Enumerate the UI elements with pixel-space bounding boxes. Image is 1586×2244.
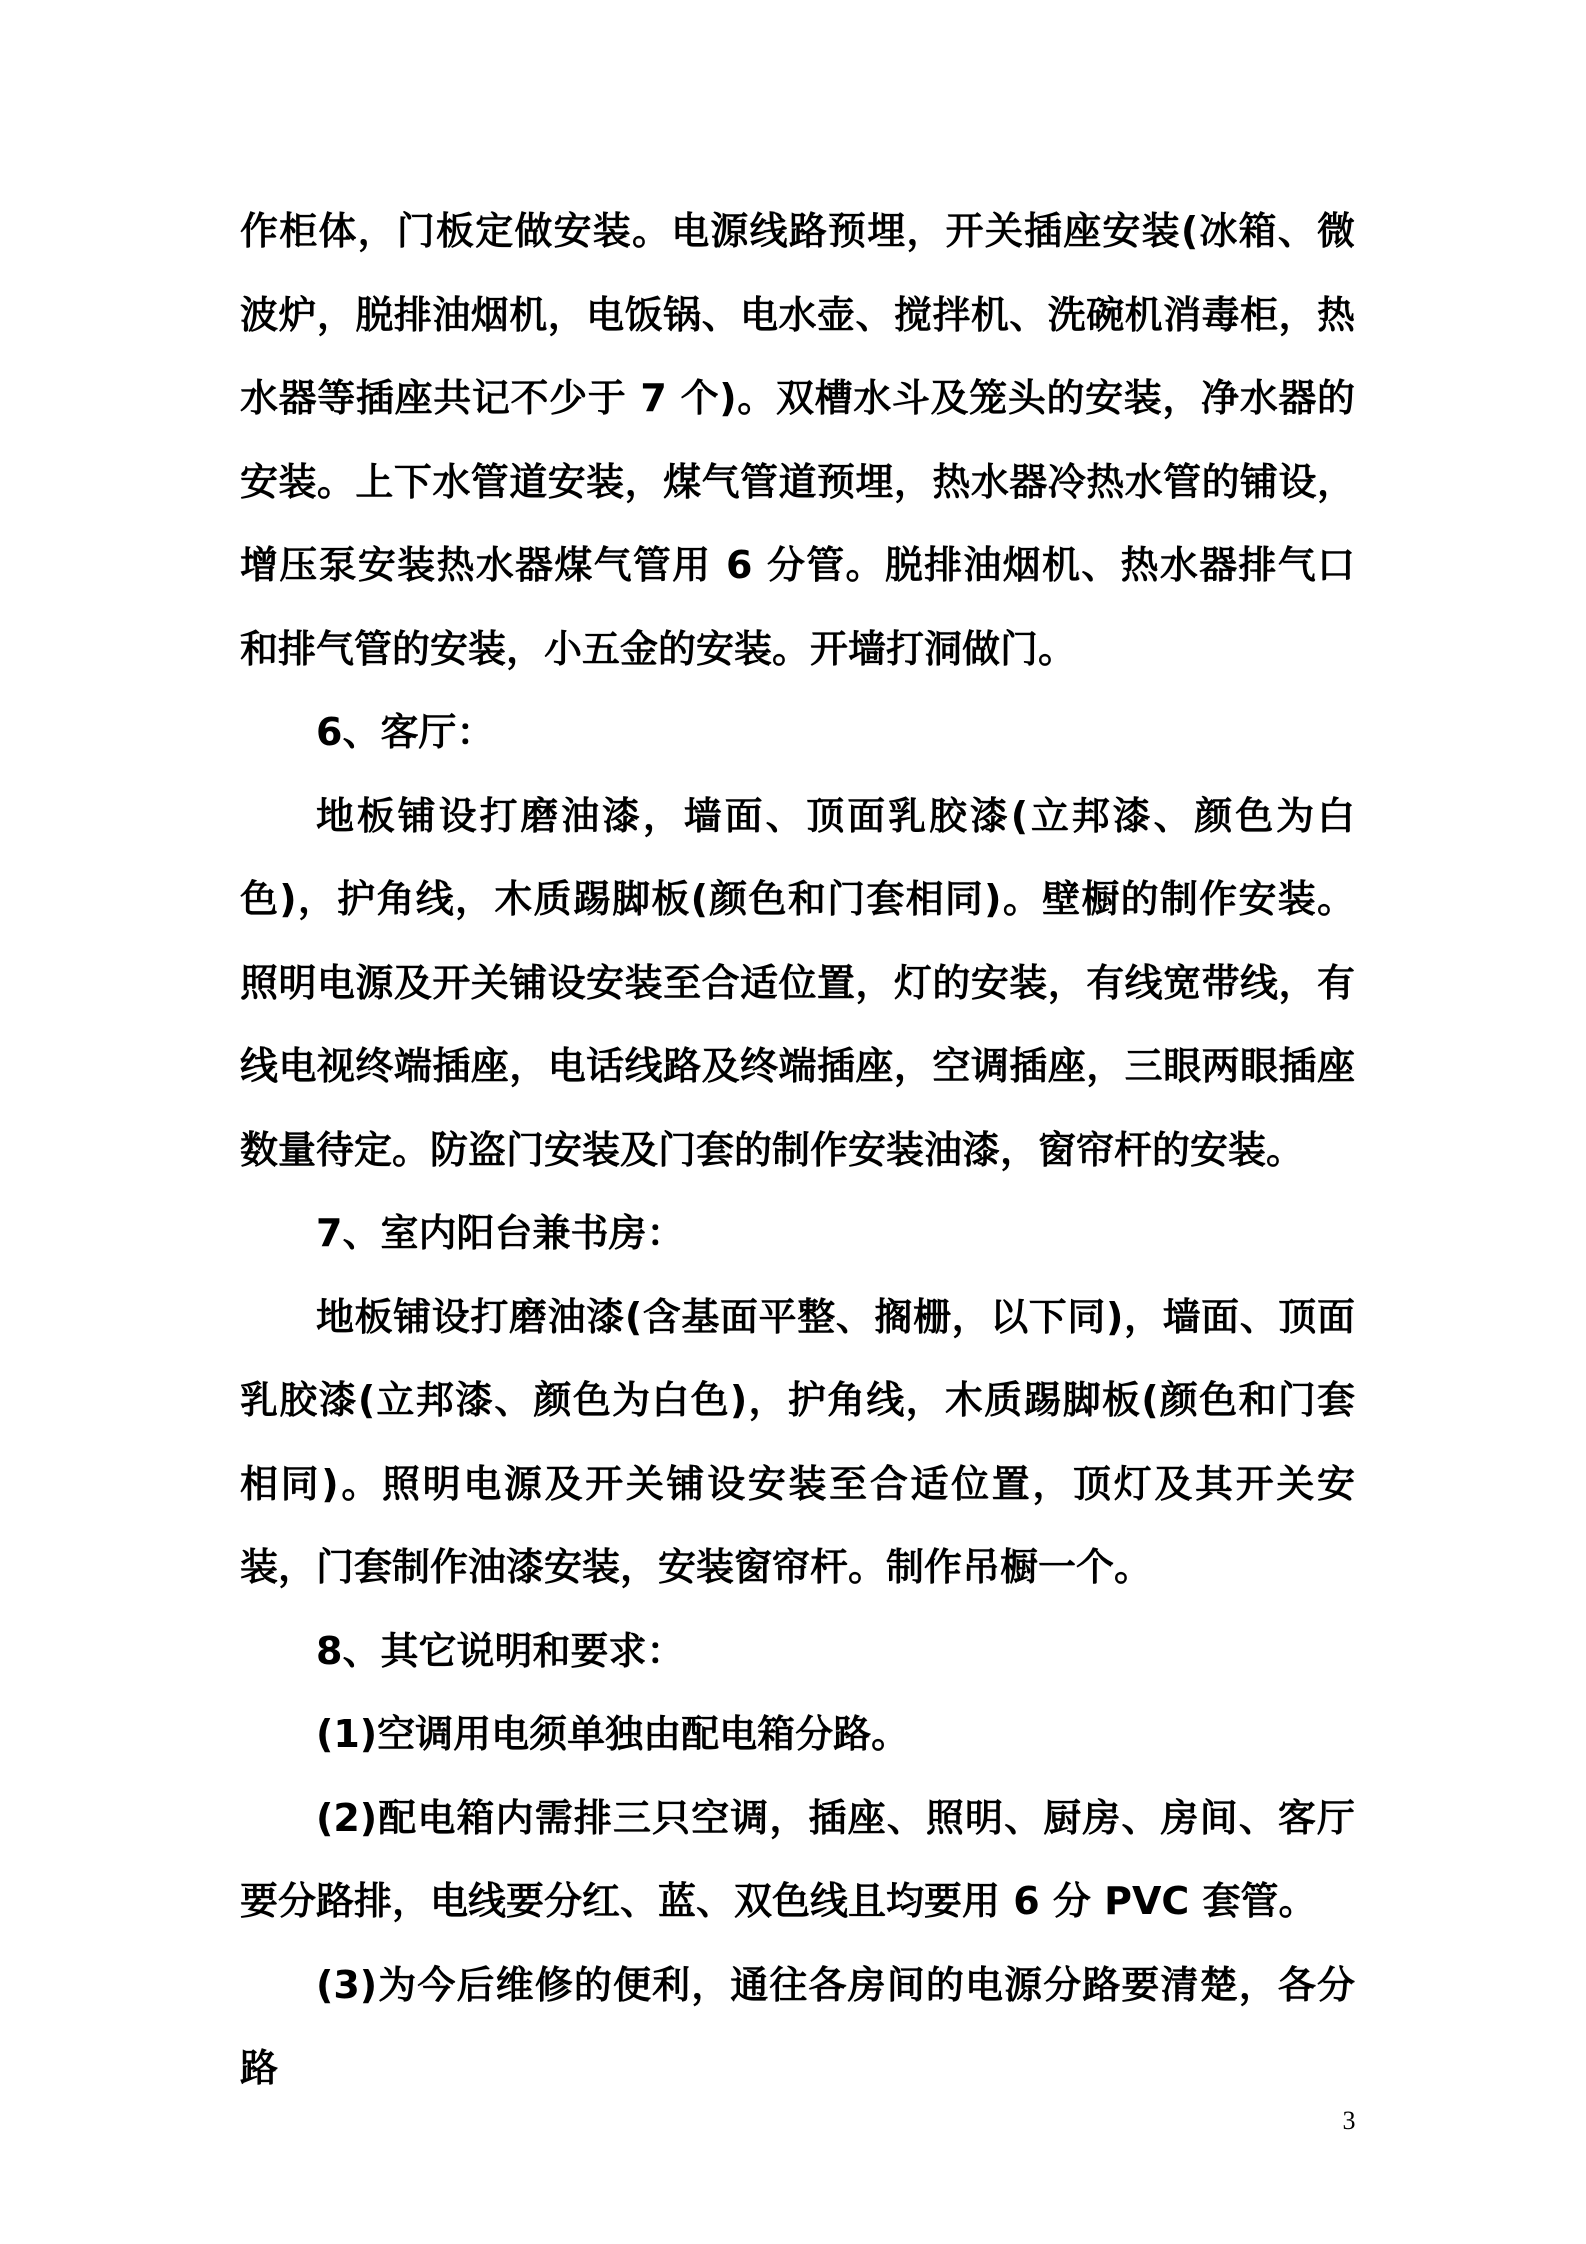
requirement-item-3: (3)为今后维修的便利，通往各房间的电源分路要清楚，各分路 [240, 1962, 1355, 2090]
heading-living-room: 6、客厅： [316, 710, 495, 754]
paragraph-balcony-study: 地板铺设打磨油漆(含基面平整、搁栅，以下同)，墙面、顶面乳胶漆(立邦漆、颜色为白色)，护角线，木质踢脚板(颜色和门套相同)。照明电源及开关铺设安装至合适位置，顶灯及其开关安装，门套制作油漆安装，安装窗帘杆。制作吊橱一个。 [240, 1294, 1355, 1589]
document-body [240, 190, 1355, 2111]
heading-other-requirements: 8、其它说明和要求： [316, 1628, 685, 1673]
paragraph-kitchen-continued: 作柜体，门板定做安装。电源线路预埋，开关插座安装(冰箱、微波炉，脱排油烟机，电饭锅、电水壶、搅拌机、洗碗机消毒柜，热水器等插座共记不少于 7 个)。双槽水斗及笼头的安装，净水器的安装。上下水管道安装，煤气管道预埋，热水器冷热水管的铺设，增压泵安装热水器煤气管用 6 分管。脱排油烟机、热水器排气口和排气管的安装，小五金的安装。开墙打洞做门。 [240, 209, 1355, 671]
page-number: 3 [1342, 2106, 1356, 2135]
requirement-item-1: (1)空调用电须单独由配电箱分路。 [316, 1712, 910, 1756]
heading-balcony-study: 7、室内阳台兼书房： [316, 1211, 685, 1255]
requirement-item-2: (2)配电箱内需排三只空调，插座、照明、厨房、房间、客厅要分路排，电线要分红、蓝、双色线且均要用 6 分 PVC 套管。 [240, 1795, 1355, 1923]
paragraph-living-room: 地板铺设打磨油漆，墙面、顶面乳胶漆(立邦漆、颜色为白色)，护角线，木质踢脚板(颜色和门套相同)。壁橱的制作安装。照明电源及开关铺设安装至合适位置，灯的安装，有线宽带线，有线电视终端插座，电话线路及终端插座，空调插座，三眼两眼插座数量待定。防盗门安装及门套的制作安装油漆，窗帘杆的安装。 [240, 793, 1355, 1172]
